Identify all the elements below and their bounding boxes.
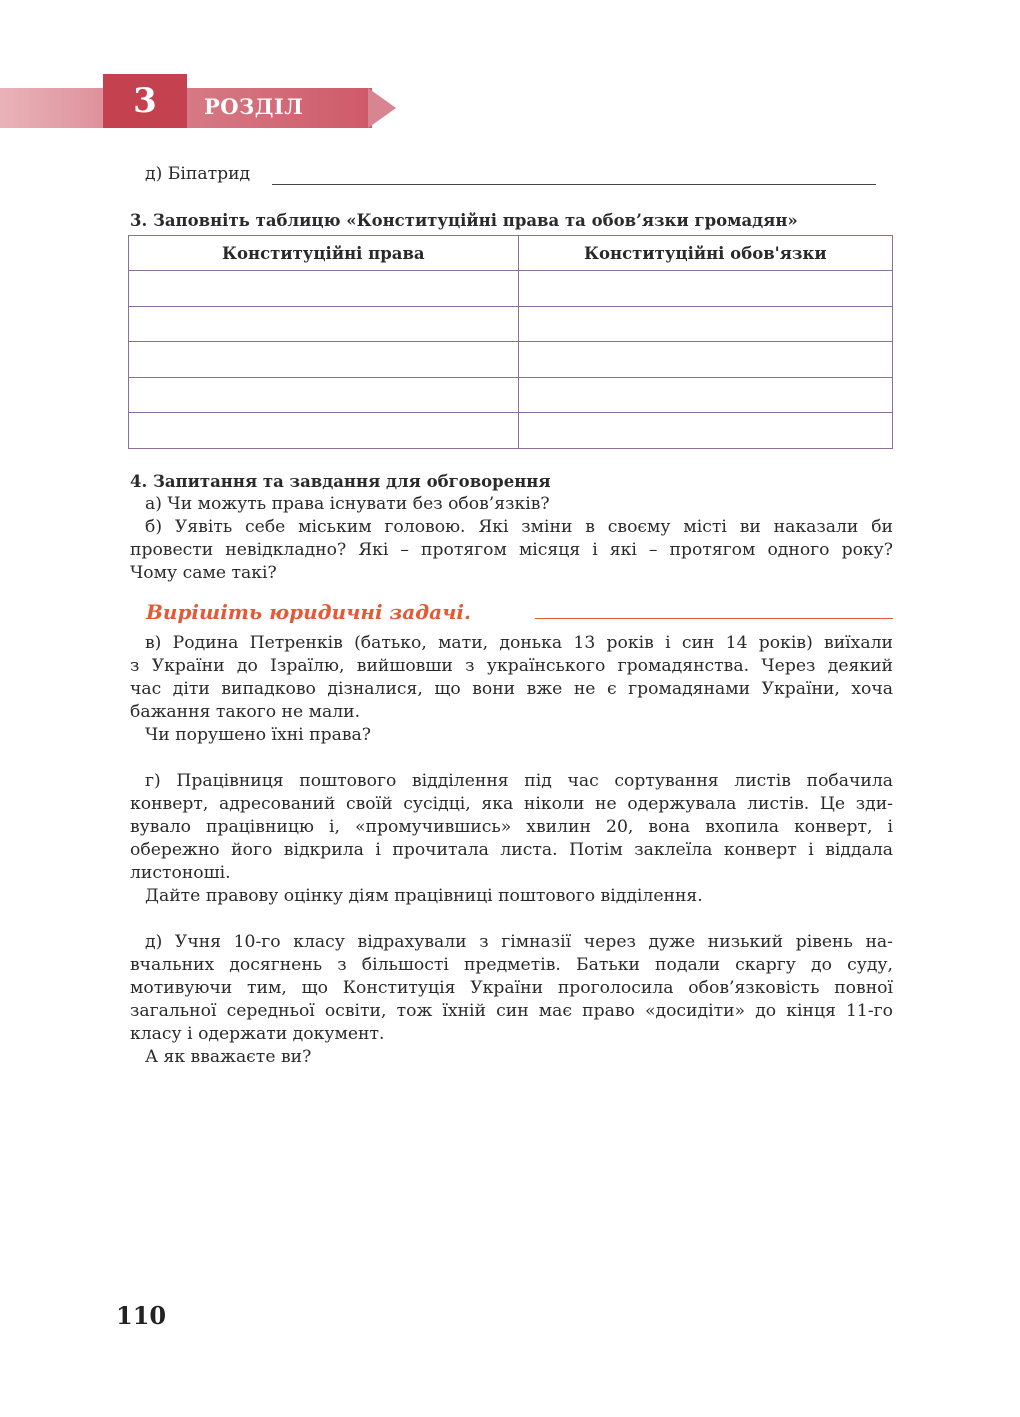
page-number: 110: [116, 1301, 167, 1330]
task-g-line4: обережно його відкрила і прочитала листа. Потім заклеїла конверт і віддала: [130, 840, 893, 860]
table-row: [129, 271, 893, 307]
task-v-question: Чи порушено їхні права?: [145, 725, 371, 745]
table-cell: [129, 377, 519, 413]
task-g-line5: листоноші.: [130, 863, 231, 883]
bipatryd-label: д) Біпатрид: [145, 164, 251, 184]
task-d-line1: д) Учня 10-го класу відрахували з гімназії через дуже низький рівень на-: [145, 932, 893, 952]
rights-table: [128, 235, 893, 449]
table-header-row: [129, 236, 893, 271]
task-g-question: Дайте правову оцінку діям працівниці поштового відділення.: [145, 886, 703, 906]
task-g-line2: конверт, адресований своїй сусідці, яка ніколи не одержувала листів. Це зди-: [130, 794, 893, 814]
task-d-question: А як вважаєте ви?: [145, 1047, 312, 1067]
table-row: [129, 377, 893, 413]
task-d-line2: вчальних досягнень з більшості предметів. Батьки подали скаргу до суду,: [130, 955, 893, 975]
task-v-line1: в) Родина Петренків (батько, мати, донька 13 років і син 14 років) виїхали: [145, 633, 893, 653]
task-v-line3: час діти випадково дізналися, що вони вже не є громадянами України, хоча: [130, 679, 893, 699]
table-row: [129, 306, 893, 342]
table-cell: [129, 271, 519, 307]
task-v-line2: з України до Ізраїлю, вийшовши з українського громадянства. Через деякий: [130, 656, 893, 676]
section-title: Вирішіть юридичні задачі.: [146, 600, 471, 624]
table-cell: [518, 413, 892, 449]
table-cell: [518, 342, 892, 378]
task-v-line4: бажання такого не мали.: [130, 702, 361, 722]
task4-question-b-line3: Чому саме такі?: [130, 563, 277, 583]
task3-title: 3. Заповніть таблицю «Конституційні права та обов’язки громадян»: [130, 211, 798, 230]
table-cell: [518, 271, 892, 307]
section-rule: [535, 618, 893, 619]
col-rights-header: Конституційні права: [129, 236, 519, 271]
task-d-line3: мотивуючи тим, що Конституція України проголосила обов’язковість повної: [130, 978, 893, 998]
chapter-label: РОЗДІЛ: [204, 94, 304, 119]
task4-question-b-line2: провести невідкладно? Які – протягом місяця і які – протягом одного року?: [130, 540, 893, 560]
chapter-banner: [0, 74, 400, 130]
task-g-line1: г) Працівниця поштового відділення під час сортування листів побачила: [145, 771, 893, 791]
task-d-line5: класу і одержати документ.: [130, 1024, 385, 1044]
task-g-line3: вувало працівницю і, «промучившись» хвилин 20, вона вхопила конверт, і: [130, 817, 893, 837]
banner-arrow-icon: [368, 88, 396, 128]
col-duties-header: Конституційні обов'язки: [518, 236, 892, 271]
task4-question-b-line1: б) Уявіть себе міським головою. Які зміни в своєму місті ви наказали би: [145, 517, 893, 537]
answer-line: [272, 184, 876, 185]
table-row: [129, 342, 893, 378]
task-d-line4: загальної середньої освіти, тож їхній син має право «досидіти» до кінця 11-го: [130, 1001, 893, 1021]
table-cell: [129, 413, 519, 449]
table-row: [129, 413, 893, 449]
table-cell: [129, 342, 519, 378]
table-cell: [129, 306, 519, 342]
table-cell: [518, 306, 892, 342]
chapter-number: 3: [103, 74, 187, 128]
task4-title: 4. Запитання та завдання для обговорення: [130, 472, 551, 491]
table-cell: [518, 377, 892, 413]
task4-question-a: а) Чи можуть права існувати без обов’язків?: [145, 494, 550, 514]
